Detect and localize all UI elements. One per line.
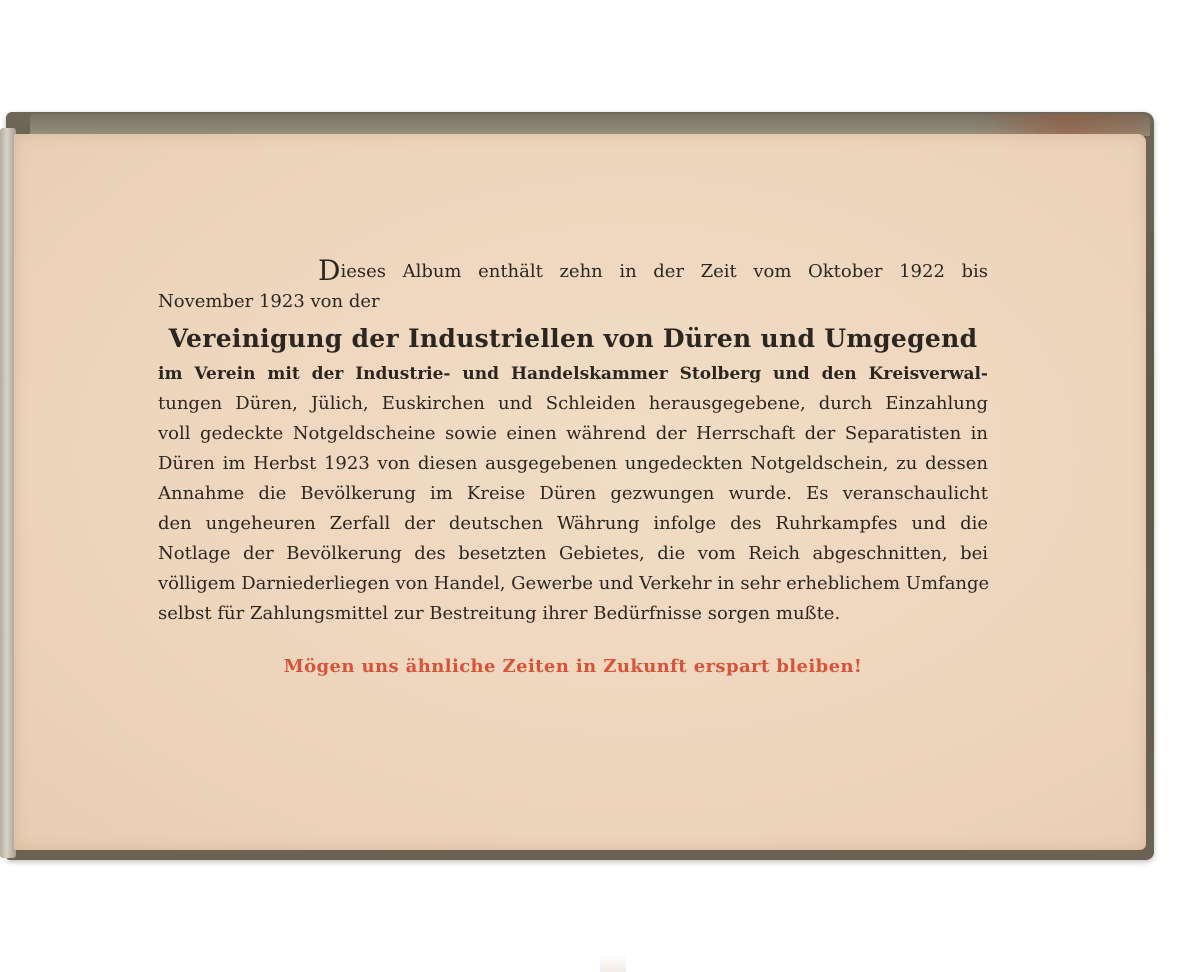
body-line: tungen Düren, Jülich, Euskirchen und Schleiden herausgegebene, durch Einzahlung	[158, 393, 988, 414]
closing-motto: Mögen uns ähnliche Zeiten in Zukunft erspart bleiben!	[283, 656, 863, 677]
body-line: den ungeheuren Zerfall der deutschen Währung infolge des Ruhrkampfes und die	[158, 513, 988, 534]
intro-line-2: November 1923 von der	[158, 291, 380, 312]
association-heading: Vereinigung der Industriellen von Düren und Umgegend	[168, 324, 978, 353]
page-crease	[600, 954, 626, 972]
body-line: Düren im Herbst 1923 von diesen ausgegebenen ungedeckten Notgeldschein, zu dessen	[158, 453, 988, 474]
intro-text-block	[158, 256, 988, 629]
body-line: Notlage der Bevölkerung des besetzten Gebietes, die vom Reich abgeschnitten, bei	[158, 543, 988, 564]
body-line-last: selbst für Zahlungsmittel zur Bestreitung ihrer Bedürfnisse sorgen mußte.	[158, 603, 841, 624]
body-line: voll gedeckte Notgeldscheine sowie einen während der Herrschaft der Separatisten in	[158, 423, 988, 444]
intro-line-1-text: ieses Album enthält zehn in der Zeit vom Oktober 1922 bis	[340, 261, 988, 282]
intro-line-1	[158, 256, 988, 287]
body-line: im Verein mit der Industrie- und Handelskammer Stolberg und den Kreisverwal-	[158, 364, 988, 384]
dropcap: D	[318, 254, 341, 287]
body-line: völligem Darniederliegen von Handel, Gewerbe und Verkehr in sehr erheblichem Umfange	[158, 573, 990, 594]
body-line: Annahme die Bevölkerung im Kreise Düren gezwungen wurde. Es veranschaulicht	[158, 483, 988, 504]
